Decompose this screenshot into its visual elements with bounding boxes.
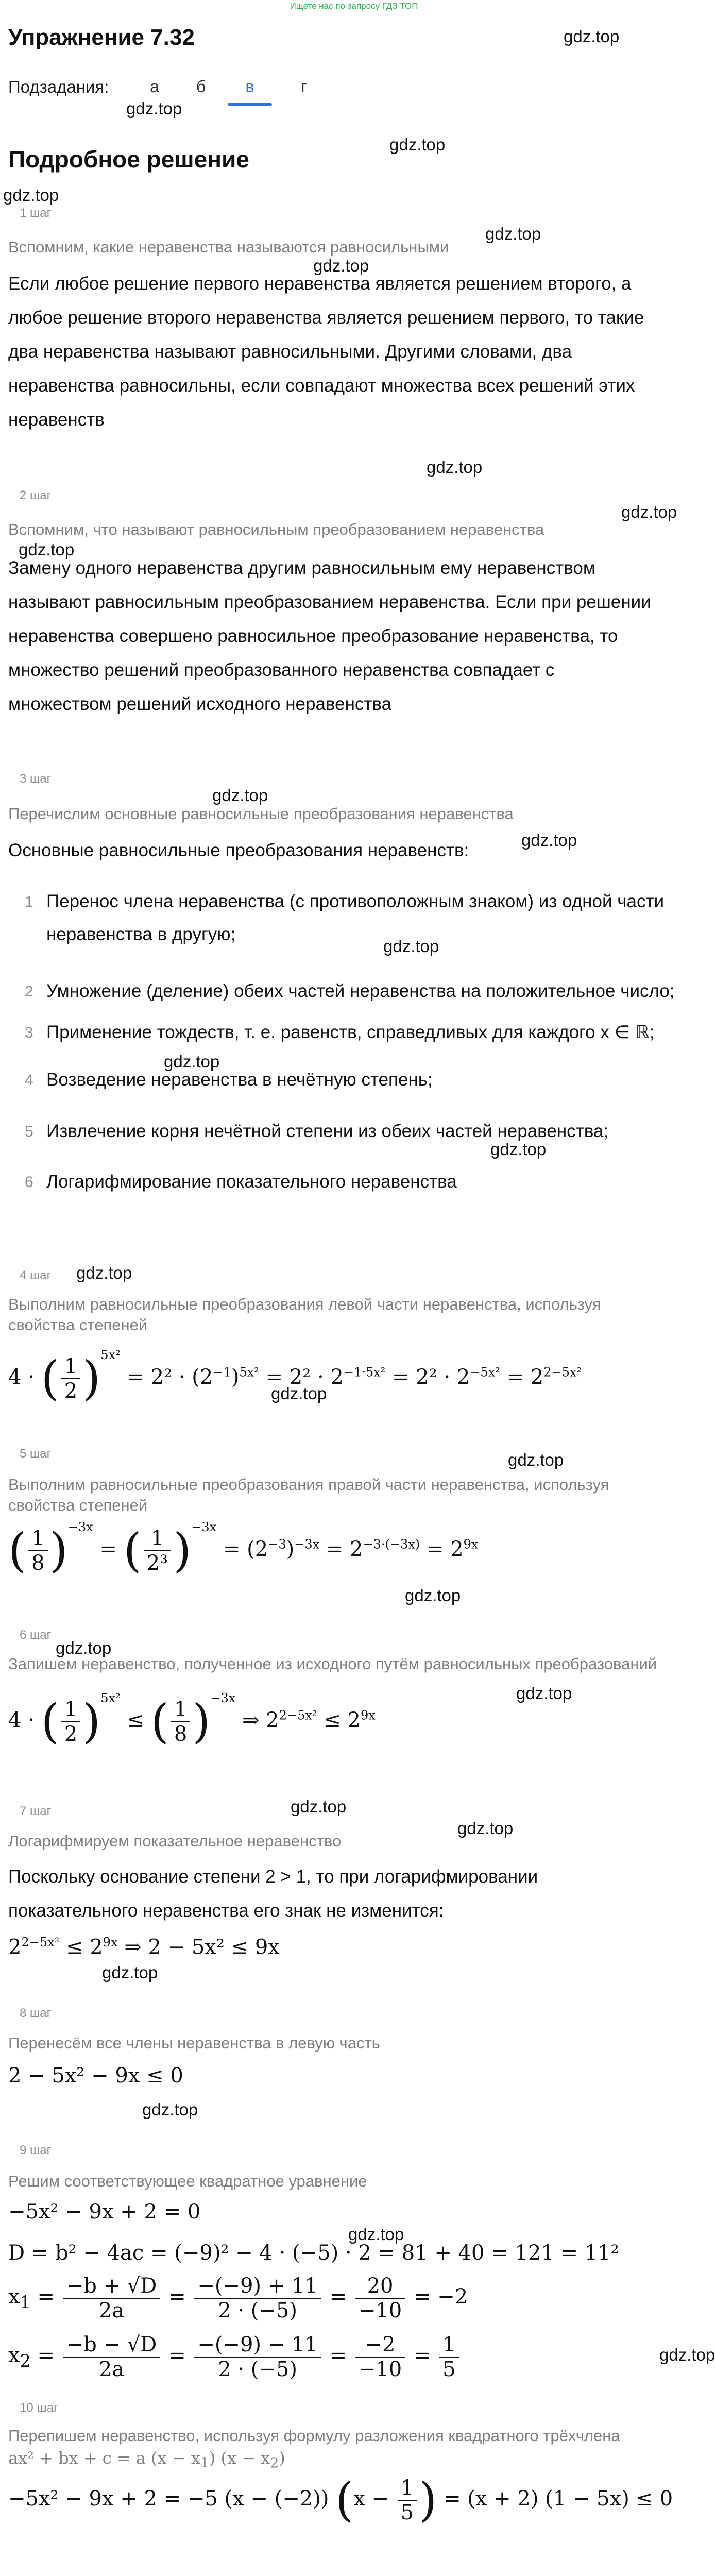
step-label: 2 шаг [20,488,52,502]
watermark: gdz.top [212,786,268,805]
paragraph-line: Поскольку основание степени 2 > 1, то при логарифмировании [8,1867,538,1887]
list-intro: Основные равносильные преобразования неравенств: [8,840,469,860]
watermark: gdz.top [291,1797,347,1816]
watermark: gdz.top [126,99,182,118]
watermark: gdz.top [313,256,369,275]
step-title: Вспомним, что называют равносильным преобразованием неравенства [8,520,544,538]
list-number: 2 [25,983,33,1000]
list-item: Умножение (деление) обеих частей неравенства на положительное число; [46,981,675,1001]
paragraph-line: неравенства равносильны, если совпадают множества всех решений этих [8,376,635,396]
step-title: Выполним равносильные преобразования левой части неравенства, используя [8,1295,601,1313]
step-label: 7 шаг [20,1804,52,1818]
section-title: Подробное решение [8,146,249,173]
paragraph-line: неравенства совершено равносильное преобразование неравенства, то [8,626,618,646]
subtasks-label: Подзадания: [8,77,109,96]
watermark: gdz.top [621,502,677,521]
formula-factorization: ax² + bx + c = a $(x - x_1)$ $(x - x_2)$ [8,2448,285,2471]
watermark: gdz.top [389,135,446,154]
paragraph-line: Если любое решение первого неравенства является решением второго, а [8,274,632,294]
step-label: 8 шаг [20,2006,52,2020]
formula-root-1: $x_1$ = $\frac{-b + √D}{2a}$ = $\frac{-(-9) + 11}{2 \cdot (-5)}$ = $\frac{20}{-10}$ = −2 [8,2274,468,2323]
formula-right-part: ( $\frac{1}{8}$ )$^{-3x}$ = ( $\frac{1}{\text{2³}}$ )$^{-3x} = (2^{-3})^{-3x} = 2^{-3\cdot(-3x)} = 2^{9x}$ [8,1520,479,1578]
formula-factored: −5x² − 9x + 2 = −5 (x − (−2)) (x − $\frac{1}{5}$ ) = (x + 2) (1 − 5x) ≤ 0 [8,2473,673,2527]
step-title: Запишем неравенство, полученное из исходного путём равносильных преобразований [8,1655,657,1673]
active-subtask-underline [228,103,272,106]
list-item: Применение тождеств, т. е. равенств, справедливых для каждого x ∈ ℝ; [46,1022,655,1042]
paragraph-line: любое решение второго неравенства является решением первого, то такие [8,308,644,328]
formula-equation: −5x² − 9x + 2 = 0 [8,2200,201,2224]
paragraph-line: показательного неравенства его знак не изменится: [8,1901,444,1921]
step-title: Вспомним, какие неравенства называются равносильными [8,238,449,256]
top-link[interactable]: Ищете нас по запросу ГДЗ ТОП [290,1,418,11]
step-title: свойства степеней [8,1496,148,1514]
watermark: gdz.top [271,1384,327,1403]
watermark: gdz.top [142,2100,198,2119]
list-item: Извлечение корня нечётной степени из обеих частей неравенства; [46,1121,609,1141]
list-item: Логарифмирование показательного неравенства [46,1172,457,1192]
paragraph-line: называют равносильным преобразованием неравенства. Если при решении [8,592,651,612]
watermark: gdz.top [457,1819,514,1838]
step-title: Перечислим основные равносильные преобразования неравенства [8,805,514,823]
step-label: 3 шаг [20,772,52,786]
formula-discriminant: D = b² − 4ac = (−9)² − 4 · (−5) · 2 = 81 + 40 = 121 = 11² [8,2241,619,2265]
watermark: gdz.top [3,185,59,205]
paragraph-line: Замену одного неравенства другим равносильным ему неравенством [8,558,595,578]
watermark: gdz.top [516,1684,572,1703]
list-item: Перенос члена неравенства (с противоположным знаком) из одной части [46,891,665,911]
paragraph-line: множество решений преобразованного неравенства совпадает с [8,660,555,680]
step-label: 6 шаг [20,1628,52,1642]
subtask-g[interactable]: г [301,77,307,96]
formula-left-part: 4 · ( $\frac{1}{2}$ )$^{5x^2} = 2^2 \cdot (2^{-1})^{5x^2} = 2^2 \cdot 2^{-1\cdot 5x^2} = 2^2 \cdot 2^{-5x^2} = 2^{2-5x^2}$ [8,1348,582,1405]
step-title: Перенесём все члены неравенства в левую часть [8,2034,380,2052]
watermark: gdz.top [508,1450,564,1469]
paragraph-line: неравенств [8,410,105,430]
list-item: неравенства в другую; [46,924,236,944]
list-item: Возведение неравенства в нечётную степень; [46,1070,433,1090]
subtask-a[interactable]: а [150,77,159,96]
step-label: 10 шаг [20,2401,58,2415]
page-title: Упражнение 7.32 [8,25,195,50]
watermark: gdz.top [485,224,541,243]
formula-transformed: 4 · ( $\frac{1}{2}$ )$^{5x^2}$ ≤ ( $\frac{1}{8}$ )$^{-3x}$ ⇒ $2^{2-5x^2} \le 2^{9x}$ [8,1691,376,1749]
step-title: Перепишем неравенство, используя формулу разложения квадратного трёхчлена [8,2427,620,2445]
watermark: gdz.top [102,1963,158,1982]
formula-moved: 2 − 5x² − 9x ≤ 0 [8,2064,183,2088]
step-label: 5 шаг [20,1447,52,1461]
step-label: 4 шаг [20,1268,52,1282]
watermark: gdz.top [348,2225,404,2244]
watermark: gdz.top [76,1263,132,1282]
watermark: gdz.top [427,457,483,477]
step-label: 9 шаг [20,2143,52,2157]
list-number: 5 [25,1123,33,1140]
watermark: gdz.top [383,937,439,956]
step-label: 1 шаг [20,206,52,220]
watermark: gdz.top [56,1638,112,1657]
watermark: gdz.top [564,27,620,46]
formula-root-2: $x_2$ = $\frac{-b - √D}{2a}$ = $\frac{-(-9) - 11}{2 \cdot (-5)}$ = $\frac{-2}{-10}$ = $\frac{1}{5}$ [8,2333,461,2381]
paragraph-line: два неравенства называют равносильными. Другими словами, два [8,342,572,362]
watermark: gdz.top [19,540,75,559]
watermark: gdz.top [490,1140,547,1159]
list-number: 4 [25,1072,33,1089]
watermark: gdz.top [405,1586,461,1605]
watermark: gdz.top [521,831,577,850]
list-number: 6 [25,1174,33,1191]
list-number: 3 [25,1024,33,1041]
list-number: 1 [25,893,33,910]
watermark: gdz.top [659,2345,715,2364]
formula-log: $2^{2-5x^2} \le 2^{9x}$ ⇒ 2 − 5x² ≤ 9x [8,1935,280,1959]
step-title: Логарифмируем показательное неравенство [8,1832,342,1850]
step-title: свойства степеней [8,1316,148,1334]
step-title: Решим соответствующее квадратное уравнение [8,2172,367,2190]
watermark: gdz.top [164,1052,220,1071]
subtask-v[interactable]: в [245,77,254,96]
paragraph-line: множеством решений исходного неравенства [8,694,392,714]
subtask-b[interactable]: б [196,77,206,96]
step-title: Выполним равносильные преобразования правой части неравенства, используя [8,1476,609,1494]
